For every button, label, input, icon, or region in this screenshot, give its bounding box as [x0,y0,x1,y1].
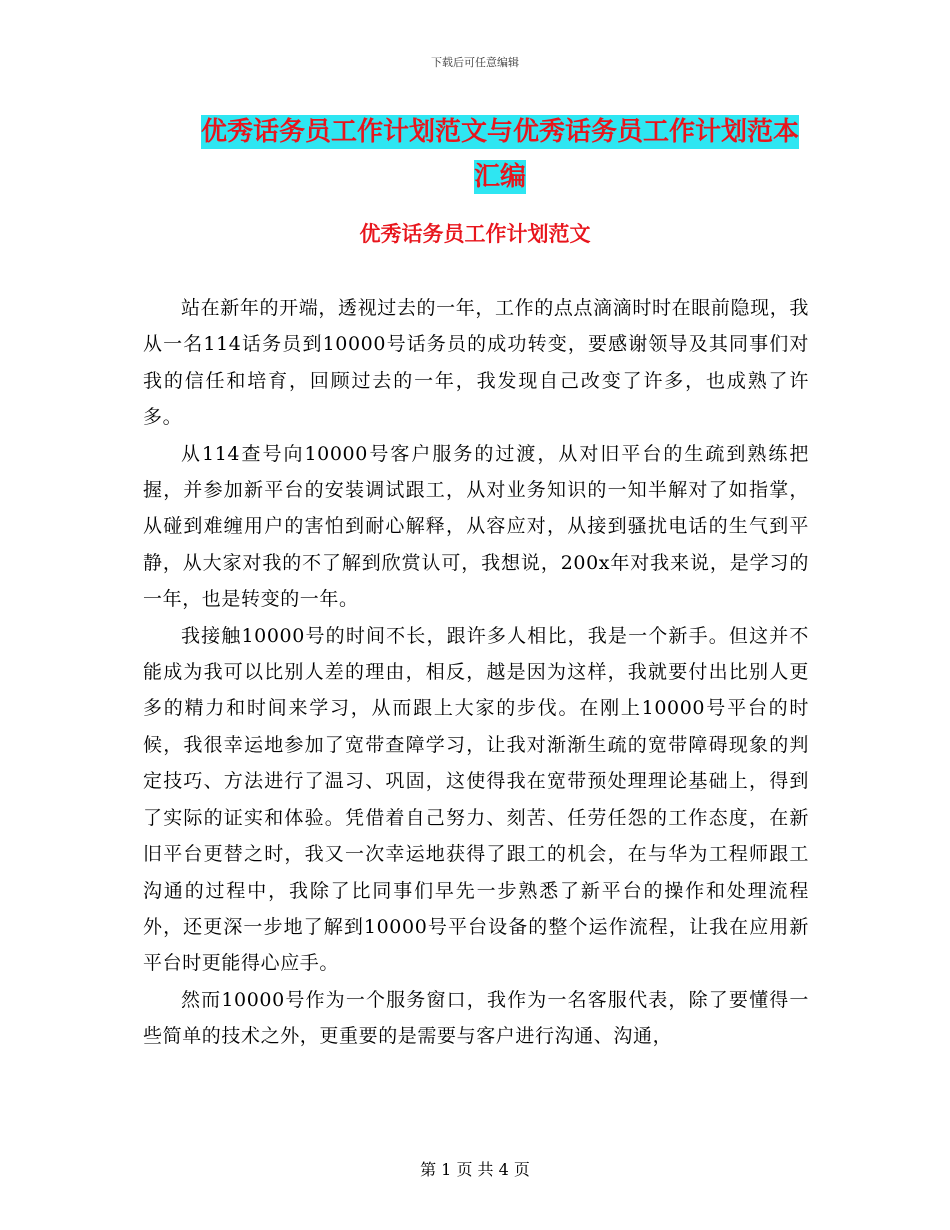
paragraph-1: 站在新年的开端，透视过去的一年，工作的点点滴滴时时在眼前隐现，我从一名114话务员到10000号话务员的成功转变，要感谢领导及其同事们对我的信任和培育，回顾过去的一年，我发现自己改变了许多，也成熟了许多。 [143,297,809,429]
section-title: 优秀话务员工作计划范文 [359,222,591,246]
header-note: 下载后可任意编辑 [431,56,519,69]
document-title [190,110,810,200]
page-number: 第 1 页 共 4 页 [420,1160,530,1179]
paragraph-3: 我接触10000号的时间不长，跟许多人相比，我是一个新手。但这并不能成为我可以比别人差的理由，相反，越是因为这样，我就要付出比别人更多的精力和时间来学习，从而跟上大家的步伐。在刚上10000号平台的时候，我很幸运地参加了宽带查障学习，让我对渐渐生疏的宽带障碍现象的判定技巧、方法进行了温习、巩固，这使得我在宽带预处理理论基础上，得到了实际的证实和体验。凭借着自己努力、刻苦、任劳任怨的工作态度，在新旧平台更替之时，我又一次幸运地获得了跟工的机会，在与华为工程师跟工沟通的过程中，我除了比同事们早先一步熟悉了新平台的操作和处理流程外，还更深一步地了解到10000号平台设备的整个运作流程，让我在应用新平台时更能得心应手。 [143,624,809,975]
document-title-text: 优秀话务员工作计划范文与优秀话务员工作计划范本汇编 [200,117,799,192]
paragraph-2: 从114查号向10000号客户服务的过渡，从对旧平台的生疏到熟练把握，并参加新平台的安装调试跟工，从对业务知识的一知半解对了如指掌，从碰到难缠用户的害怕到耐心解释，从容应对，从接到骚扰电话的生气到平静，从大家对我的不了解到欣赏认可，我想说，200x年对我来说，是学习的一年，也是转变的一年。 [143,442,809,611]
document-body [143,290,809,1055]
paragraph-4: 然而10000号作为一个服务窗口，我作为一名客服代表，除了要懂得一些简单的技术之外，更重要的是需要与客户进行沟通、沟通， [143,988,809,1048]
